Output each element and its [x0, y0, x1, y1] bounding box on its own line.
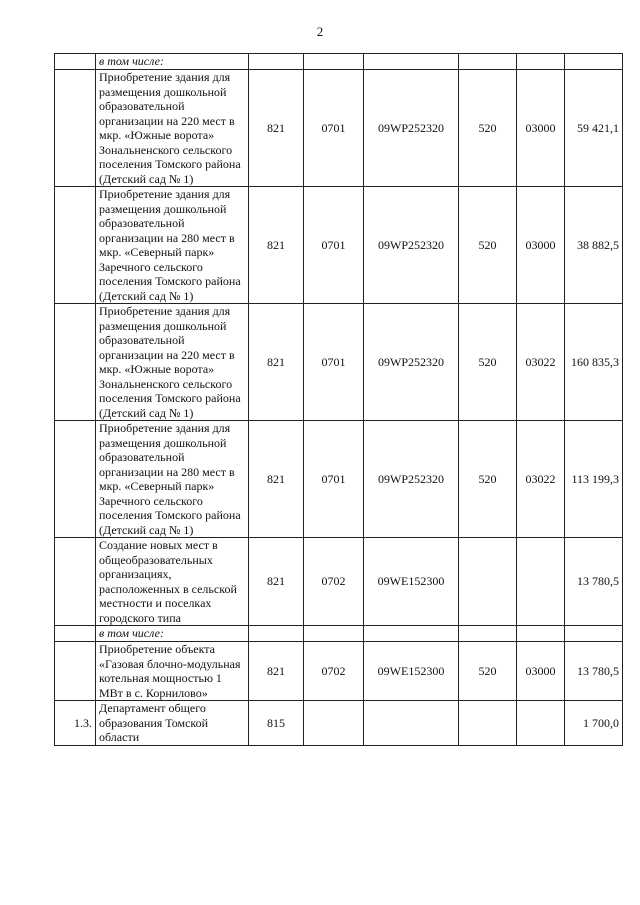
- empty-cell: [249, 54, 304, 70]
- row-number-cell: [55, 421, 96, 538]
- table-row: [55, 70, 623, 187]
- empty-cell: [364, 54, 459, 70]
- note-row: [55, 626, 623, 642]
- empty-cell: [565, 54, 623, 70]
- item-name-cell: Приобретение здания для размещения дошкольной образовательной организации на 280 мест в мкр. «Северный парк» Заречного сельского поселения Томского района (Детский сад № 1): [96, 421, 249, 538]
- expense-type-cell: 520: [459, 304, 517, 421]
- budget-allocation-table: [54, 53, 623, 746]
- department-code-cell: 815: [249, 701, 304, 746]
- target-article-cell: 09WE152300: [364, 642, 459, 701]
- item-name-cell: Создание новых мест в общеобразовательных организациях, расположенных в сельской местности и поселках городского типа: [96, 538, 249, 626]
- kosgu-cell: 03022: [517, 304, 565, 421]
- amount-cell: 13 780,5: [565, 538, 623, 626]
- row-number-cell: [55, 626, 96, 642]
- expense-type-cell: 520: [459, 70, 517, 187]
- kosgu-cell: [517, 701, 565, 746]
- expense-type-cell: 520: [459, 642, 517, 701]
- target-article-cell: 09WP252320: [364, 421, 459, 538]
- expense-type-cell: [459, 538, 517, 626]
- section-code-cell: 0701: [304, 70, 364, 187]
- row-number-cell: [55, 54, 96, 70]
- amount-cell: 38 882,5: [565, 187, 623, 304]
- section-code-cell: 0701: [304, 304, 364, 421]
- target-article-cell: 09WE152300: [364, 538, 459, 626]
- row-number-cell: 1.3.: [55, 701, 96, 746]
- amount-cell: 1 700,0: [565, 701, 623, 746]
- item-name-cell: Приобретение здания для размещения дошкольной образовательной организации на 280 мест в мкр. «Северный парк» Заречного сельского поселения Томского района (Детский сад № 1): [96, 187, 249, 304]
- target-article-cell: 09WP252320: [364, 304, 459, 421]
- note-row: [55, 54, 623, 70]
- row-number-cell: [55, 642, 96, 701]
- section-code-cell: [304, 701, 364, 746]
- section-code-cell: 0701: [304, 187, 364, 304]
- kosgu-cell: 03000: [517, 642, 565, 701]
- department-code-cell: 821: [249, 187, 304, 304]
- amount-cell: 160 835,3: [565, 304, 623, 421]
- section-code-cell: 0702: [304, 538, 364, 626]
- section-code-cell: 0702: [304, 642, 364, 701]
- expense-type-cell: 520: [459, 421, 517, 538]
- target-article-cell: 09WP252320: [364, 187, 459, 304]
- target-article-cell: 09WP252320: [364, 70, 459, 187]
- row-number-cell: [55, 304, 96, 421]
- empty-cell: [304, 54, 364, 70]
- section-code-cell: 0701: [304, 421, 364, 538]
- empty-cell: [459, 626, 517, 642]
- empty-cell: [517, 626, 565, 642]
- department-code-cell: 821: [249, 538, 304, 626]
- expense-type-cell: 520: [459, 187, 517, 304]
- table-row: [55, 421, 623, 538]
- amount-cell: 59 421,1: [565, 70, 623, 187]
- kosgu-cell: [517, 538, 565, 626]
- row-number-cell: [55, 70, 96, 187]
- empty-cell: [459, 54, 517, 70]
- empty-cell: [565, 626, 623, 642]
- table-row: [55, 304, 623, 421]
- kosgu-cell: 03000: [517, 70, 565, 187]
- item-name-cell: Департамент общего образования Томской области: [96, 701, 249, 746]
- empty-cell: [304, 626, 364, 642]
- amount-cell: 113 199,3: [565, 421, 623, 538]
- note-text-cell: в том числе:: [96, 54, 249, 70]
- item-name-cell: Приобретение объекта «Газовая блочно-модульная котельная мощностью 1 МВт в с. Корнилово»: [96, 642, 249, 701]
- amount-cell: 13 780,5: [565, 642, 623, 701]
- table-row: [55, 187, 623, 304]
- department-code-cell: 821: [249, 70, 304, 187]
- table-row: [55, 538, 623, 626]
- kosgu-cell: 03000: [517, 187, 565, 304]
- table-row: [55, 642, 623, 701]
- table-row: [55, 701, 623, 746]
- table-body: [55, 54, 623, 746]
- row-number-cell: [55, 538, 96, 626]
- page-number: 2: [316, 24, 324, 39]
- row-number-cell: [55, 187, 96, 304]
- empty-cell: [364, 626, 459, 642]
- item-name-cell: Приобретение здания для размещения дошкольной образовательной организации на 220 мест в мкр. «Южные ворота» Зональненского сельского поселения Томского района (Детский сад № 1): [96, 304, 249, 421]
- department-code-cell: 821: [249, 304, 304, 421]
- empty-cell: [249, 626, 304, 642]
- item-name-cell: Приобретение здания для размещения дошкольной образовательной организации на 220 мест в мкр. «Южные ворота» Зональненского сельского поселения Томского района (Детский сад № 1): [96, 70, 249, 187]
- target-article-cell: [364, 701, 459, 746]
- kosgu-cell: 03022: [517, 421, 565, 538]
- department-code-cell: 821: [249, 642, 304, 701]
- department-code-cell: 821: [249, 421, 304, 538]
- note-text-cell: в том числе:: [96, 626, 249, 642]
- expense-type-cell: [459, 701, 517, 746]
- empty-cell: [517, 54, 565, 70]
